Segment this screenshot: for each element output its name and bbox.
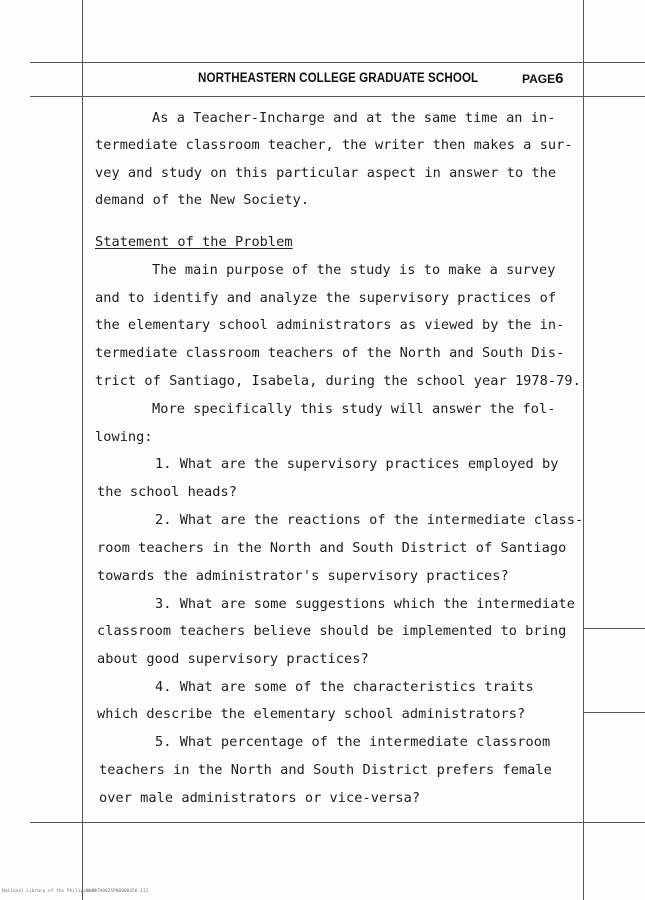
body-line: which describe the elementary school administrators? [97, 706, 526, 722]
document-id-footer-note: NLP0TH0025P00000456 111 [86, 889, 149, 894]
library-footer-note: National Library of the Philippines [2, 889, 97, 894]
school-header-title: NORTHEASTERN COLLEGE GRADUATE SCHOOL [198, 70, 479, 85]
body-line: teachers in the North and South District prefers female [99, 762, 552, 778]
body-line: termediate classroom teachers of the North and South Dis- [95, 345, 565, 361]
body-line: As a Teacher-Incharge and at the same time an in- [152, 110, 556, 126]
body-line: about good supervisory practices? [97, 651, 369, 667]
body-line: More specifically this study will answer the fol- [152, 401, 556, 417]
body-line: trict of Santiago, Isabela, during the school year 1978-79. [95, 373, 581, 389]
body-line: vey and study on this particular aspect in answer to the [95, 165, 557, 181]
page-number: 6 [555, 70, 564, 87]
left-margin-rule [82, 0, 83, 900]
question-line: 1. What are the supervisory practices employed by [155, 456, 559, 472]
header-top-rule [30, 62, 645, 63]
body-line: lowing: [95, 429, 153, 445]
question-line: 4. What are some of the characteristics traits [155, 679, 534, 695]
body-line: and to identify and analyze the supervisory practices of [95, 290, 557, 306]
body-line: the elementary school administrators as viewed by the in- [95, 317, 565, 333]
body-line: over male administrators or vice-versa? [99, 790, 421, 806]
body-line: termediate classroom teacher, the writer then makes a sur- [95, 137, 573, 153]
margin-mark-right-1 [584, 628, 645, 629]
body-line: towards the administrator's supervisory practices? [97, 568, 509, 584]
margin-mark-right-2 [584, 712, 645, 713]
body-line: demand of the New Society. [95, 192, 310, 208]
question-line: 5. What percentage of the intermediate classroom [155, 734, 551, 750]
question-line: 3. What are some suggestions which the intermediate [155, 596, 575, 612]
section-heading: Statement of the Problem [95, 234, 293, 250]
right-margin-rule [583, 0, 584, 900]
body-line: classroom teachers believe should be implemented to bring [97, 623, 567, 639]
footer-rule [30, 822, 645, 823]
question-line: 2. What are the reactions of the intermediate class- [155, 512, 584, 528]
body-line: room teachers in the North and South District of Santiago [97, 540, 567, 556]
header-bottom-rule [30, 96, 645, 97]
body-line: the school heads? [97, 484, 237, 500]
page-number-label [522, 70, 563, 87]
page-label-text: PAGE [522, 72, 556, 86]
body-line: The main purpose of the study is to make a survey [152, 262, 556, 278]
